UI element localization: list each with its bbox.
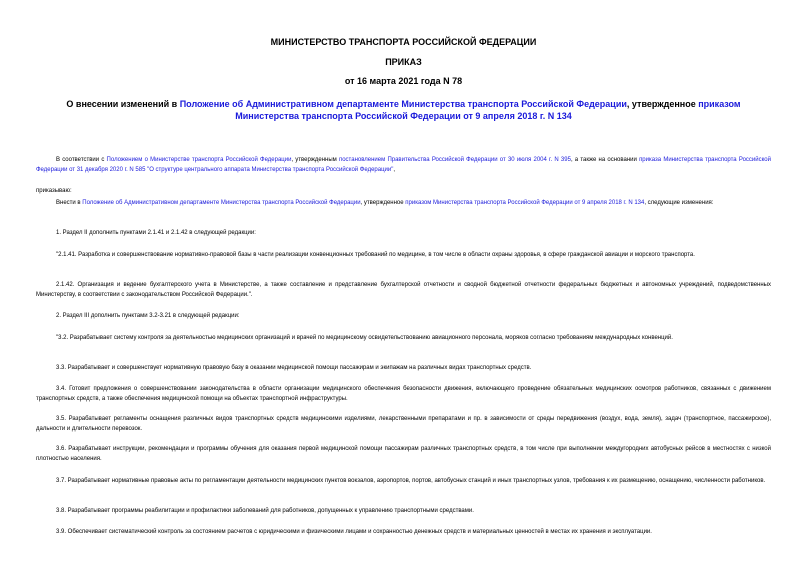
intro-text-2: , утвержденное — [360, 200, 406, 206]
paragraph-3-5: 3.5. Разрабатывает регламенты оснащения различных видов транспортных средств медицинскими изделиями, лекарственными препаратами и пр. в зависимости от среды передвижения (воздух, вода, земля), задач (транспортное, пассажирское), дальности и длительности перевозок. — [36, 416, 771, 432]
intro-link-regulation[interactable]: Положение об Административном департаменте Министерства транспорта Российской Федерации — [82, 200, 361, 206]
preamble-text-1: В соответствии с — [56, 157, 107, 163]
intro-text-3: , следующие изменения: — [644, 200, 714, 206]
preamble-text-4: , — [393, 167, 396, 173]
paragraph-3-2: "3.2. Разрабатывает систему контроля за деятельностью медицинских организаций и врачей по медицинскому освидетельствованию авиационного персонала, моряков согласно требованиям международных конвенций. — [56, 335, 673, 341]
preamble — [36, 155, 771, 175]
preamble-link-decree[interactable]: постановлением Правительства Российской Федерации от 30 июля 2004 г. N 395 — [338, 157, 571, 163]
title-text-1: О внесении изменений в — [66, 99, 180, 109]
title-link-order[interactable]: приказом Министерства транспорта Российской Федерации от 9 апреля 2018 г. N 134 — [235, 99, 741, 121]
paragraph-3-9: 3.9. Обеспечивает систематический контроль за состоянием расчетов с юридическими и физическими лицами и сохранностью денежных средств и материальных ценностей в местах их хранения и эксплуатации. — [56, 529, 652, 535]
paragraph-2-1-42: 2.1.42. Организация и ведение бухгалтерского учета в Министерстве, а также составление и представление бухгалтерской отчетности и сводной бюджетной отчетности федеральных бюджетных и автономных учреждений, подведомственных Министерству, в соответствии с законодательством Российской Федерации.". — [36, 282, 771, 298]
intro-link-order[interactable]: приказом Министерства транспорта Российской Федерации от 9 апреля 2018 г. N 134 — [405, 200, 645, 206]
preamble-link-order[interactable]: приказа Министерства транспорта Российской Федерации от 31 декабря 2020 г. N 585 "О структуре центрального аппарата Министерства транспорта Российской Федерации" — [36, 157, 771, 173]
preamble-text-3: , а также на основании — [570, 157, 640, 163]
date-number: от 16 марта 2021 года N 78 — [344, 76, 463, 86]
preamble-text-2: , утвержденным — [291, 157, 339, 163]
paragraph-1: 1. Раздел II дополнить пунктами 2.1.41 и 2.1.42 в следующей редакции: — [56, 230, 256, 236]
title-link-regulation[interactable]: Положение об Административном департаменте Министерства транспорта Российской Федерации — [179, 99, 627, 109]
doc-type-heading: ПРИКАЗ — [385, 57, 422, 67]
title-text-2: , утвержденное — [626, 99, 699, 109]
preamble-link-regulation[interactable]: Положением о Министерстве транспорта Российской Федерации — [106, 157, 292, 163]
ministry-heading: МИНИСТЕРСТВО ТРАНСПОРТА РОССИЙСКОЙ ФЕДЕРАЦИИ — [270, 37, 537, 47]
paragraph-3-8: 3.8. Разрабатывает программы реабилитации и профилактики заболеваний для работников, допущенных к управлению транспортными средствами. — [56, 508, 474, 514]
intro-paragraph — [36, 198, 771, 208]
paragraph-2: 2. Раздел III дополнить пунктами 3.2-3.21 в следующей редакции: — [56, 313, 240, 319]
paragraph-3-6: 3.6. Разрабатывает инструкции, рекомендации и программы обучения для оказания первой медицинской помощи пассажирам различных транспортных средств, в том числе при выполнении междугородних автобусных рейсов в местностях с низкой плотностью населения. — [36, 446, 771, 462]
paragraph-3-4: 3.4. Готовит предложения о совершенствовании законодательства в области организации медицинского обеспечения безопасности движения, включающего проведение обязательных медицинских осмотров работников, связанных с движением транспортных средств, а также обеспечения медицинской помощи на объектах транспортной инфраструктуры. — [36, 386, 771, 402]
document-title — [40, 98, 767, 122]
paragraph-2-1-41: "2.1.41. Разработка и совершенствование нормативно-правовой базы в части реализации конвенционных требований по медицине, в том числе в области охраны здоровья, в сфере гражданской авиации и морского транспорта. — [56, 252, 695, 258]
paragraph-3-3: 3.3. Разрабатывает и совершенствует нормативную правовую базу в оказании медицинской помощи пассажирам и экипажам на различных видах транспортных средств. — [56, 365, 532, 371]
order-word: приказываю: — [36, 188, 72, 194]
intro-text-1: Внести в — [56, 200, 83, 206]
paragraph-3-7: 3.7. Разрабатывает нормативные правовые акты по регламентации деятельности медицинских пунктов вокзалов, аэропортов, портов, автобусных станций и иных транспортных узлов, требования к их размещению, оснащению, численности работников. — [56, 478, 766, 484]
